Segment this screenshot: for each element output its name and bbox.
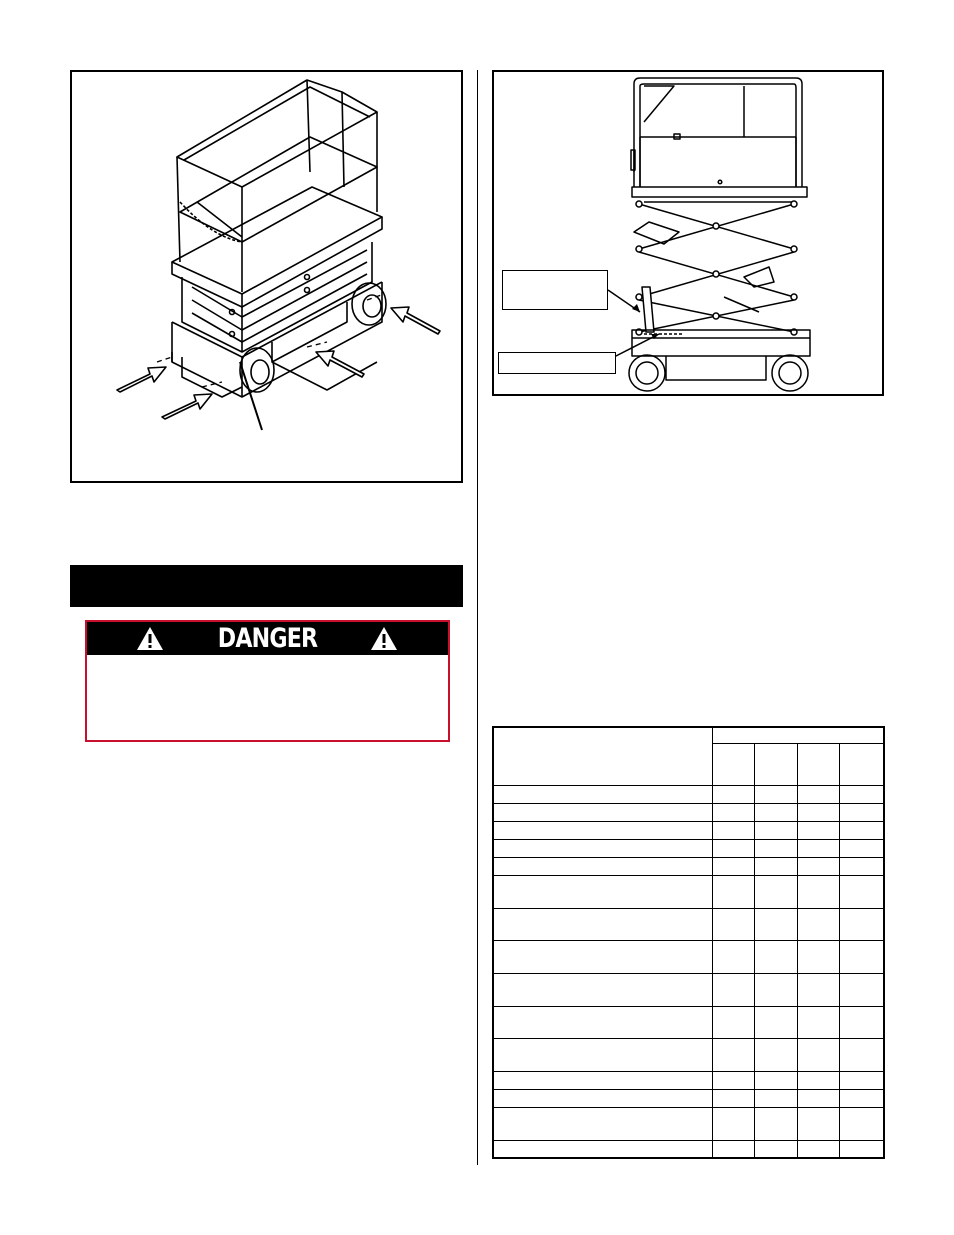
table-row [493, 940, 884, 973]
danger-notice [85, 620, 450, 742]
danger-header [87, 622, 448, 655]
table-row [493, 1140, 884, 1158]
table-header-row [493, 727, 884, 743]
table-header-cell [797, 743, 839, 785]
table-row [493, 1006, 884, 1038]
specification-table [492, 726, 885, 1159]
callout-box-upper [502, 270, 608, 310]
table-row [493, 875, 884, 908]
figure-lift-side-view [492, 70, 884, 396]
danger-label: DANGER [217, 623, 318, 654]
table-header-cell [754, 743, 797, 785]
table-row [493, 839, 884, 857]
table-row [493, 803, 884, 821]
table-header-cell [712, 727, 884, 743]
table-row [493, 973, 884, 1006]
warning-triangle-icon [370, 626, 398, 651]
table-row [493, 857, 884, 875]
table-row [493, 785, 884, 803]
table-row [493, 1071, 884, 1089]
table-row [493, 1038, 884, 1071]
figure-lift-isometric [70, 70, 463, 483]
lift-isometric-drawing [72, 72, 461, 481]
table-row [493, 1107, 884, 1140]
section-header-bar [70, 565, 463, 607]
table-row [493, 821, 884, 839]
table-row [493, 1089, 884, 1107]
table-header-cell [712, 743, 754, 785]
callout-box-lower [498, 352, 616, 374]
table-header-cell [839, 743, 884, 785]
lift-side-drawing [494, 72, 882, 394]
table-header-cell [493, 727, 712, 785]
column-divider [477, 70, 478, 1165]
table-row [493, 908, 884, 940]
